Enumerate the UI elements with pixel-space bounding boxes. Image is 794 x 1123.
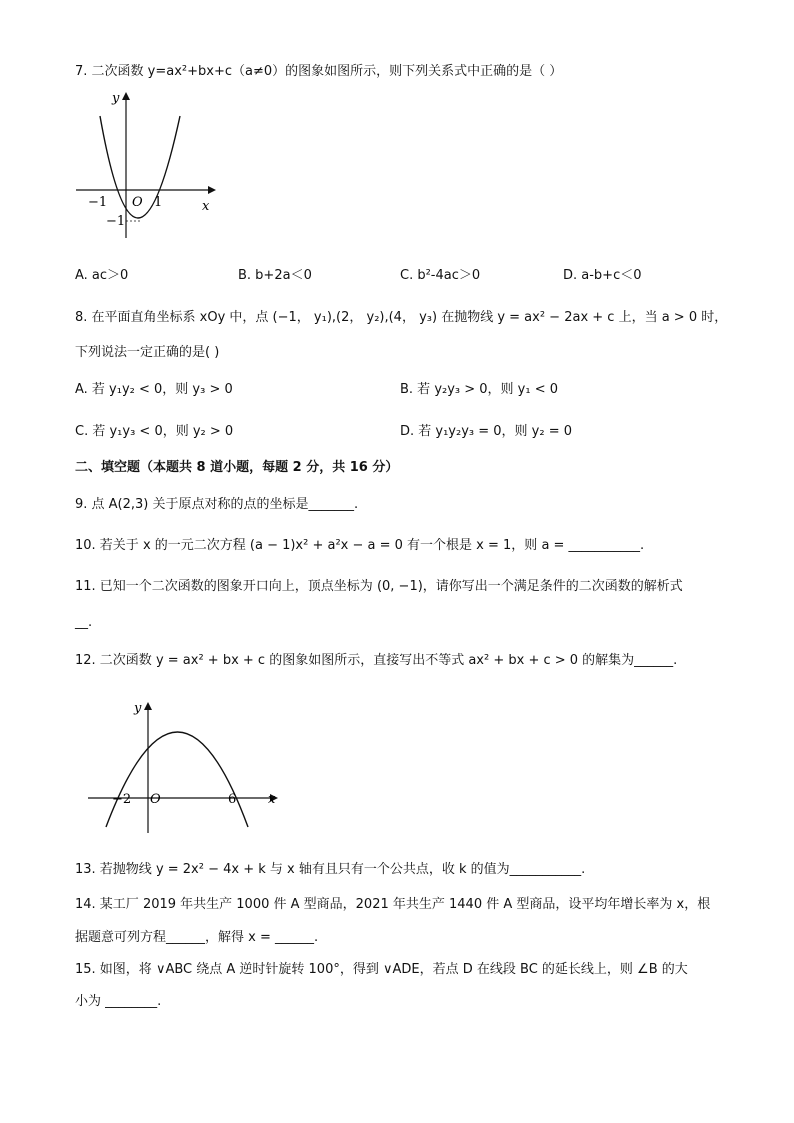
q7-option-b[interactable]: B. b+2a＜0 (238, 268, 312, 283)
q8-stem-line2: 下列说法一定正确的是( ) (75, 345, 220, 360)
section-2-header: 二、填空题（本题共 8 道小题，每题 2 分，共 16 分） (75, 460, 399, 475)
q10-text: 10. 若关于 x 的一元二次方程 (a − 1)x² + a²x − a = 0 有一个根是 x = 1，则 a = ___________. (75, 538, 645, 553)
q12-stem: 12. 二次函数 y = ax² + bx + c 的图象如图所示，直接写出不等式 ax² + bx + c > 0 的解集为______. (75, 653, 678, 668)
q7-tick-1: 1 (154, 195, 163, 210)
q12-tick-neg2: −2 (112, 792, 132, 807)
q8-option-a[interactable]: A. 若 y₁y₂ < 0，则 y₃ > 0 (75, 382, 233, 397)
q12-tick-6: 6 (228, 792, 237, 807)
q12-x-label: x (268, 792, 276, 807)
q8-option-c[interactable]: C. 若 y₁y₃ < 0，则 y₂ > 0 (75, 424, 234, 439)
q7-x-label: x (202, 199, 210, 214)
q7-tick-neg1-y: −1 (106, 214, 126, 229)
q12-origin: O (150, 792, 161, 807)
q8-option-d[interactable]: D. 若 y₁y₂y₃ = 0，则 y₂ = 0 (400, 424, 573, 439)
q7-y-label: y (112, 91, 120, 106)
q15-text-line1: 15. 如图，将 ∨ABC 绕点 A 逆时针旋转 100°，得到 ∨ADE，若点 D 在线段 BC 的延长线上，则 ∠B 的大 (75, 962, 688, 977)
q11-text-line1: 11. 已知一个二次函数的图象开口向上，顶点坐标为 (0, −1)，请你写出一个满足条件的二次函数的解析式 (75, 579, 683, 594)
q11-text-line2: __. (75, 615, 93, 630)
q12-parabola-graph (82, 697, 292, 842)
q7-tick-neg1: −1 (88, 195, 108, 210)
q8-stem-line1: 8. 在平面直角坐标系 xOy 中，点 (−1， y₁),(2， y₂),(4， y₃) 在抛物线 y = ax² − 2ax + c 上，当 a > 0 时， (75, 310, 728, 325)
q7-option-a[interactable]: A. ac＞0 (75, 268, 129, 283)
q15-text-line2: 小为 ________. (75, 994, 162, 1009)
q14-text-line2: 据题意可列方程______，解得 x = ______. (75, 930, 319, 945)
q8-option-b[interactable]: B. 若 y₂y₃ > 0，则 y₁ < 0 (400, 382, 559, 397)
q12-y-label: y (134, 701, 142, 716)
q13-text: 13. 若抛物线 y = 2x² − 4x + k 与 x 轴有且只有一个公共点，收 k 的值为___________. (75, 862, 586, 877)
q7-parabola-graph (70, 88, 220, 248)
q7-stem: 7. 二次函数 y=ax²+bx+c（a≠0）的图象如图所示，则下列关系式中正确的是（ ） (75, 64, 563, 79)
q9-text: 9. 点 A(2,3) 关于原点对称的点的坐标是_______. (75, 497, 359, 512)
q7-origin: O (132, 195, 143, 210)
q14-text-line1: 14. 某工厂 2019 年共生产 1000 件 A 型商品，2021 年共生产 1440 件 A 型商品，设平均年增长率为 x，根 (75, 897, 711, 912)
q7-option-d[interactable]: D. a-b+c＜0 (563, 268, 642, 283)
q7-option-c[interactable]: C. b²-4ac＞0 (400, 268, 481, 283)
